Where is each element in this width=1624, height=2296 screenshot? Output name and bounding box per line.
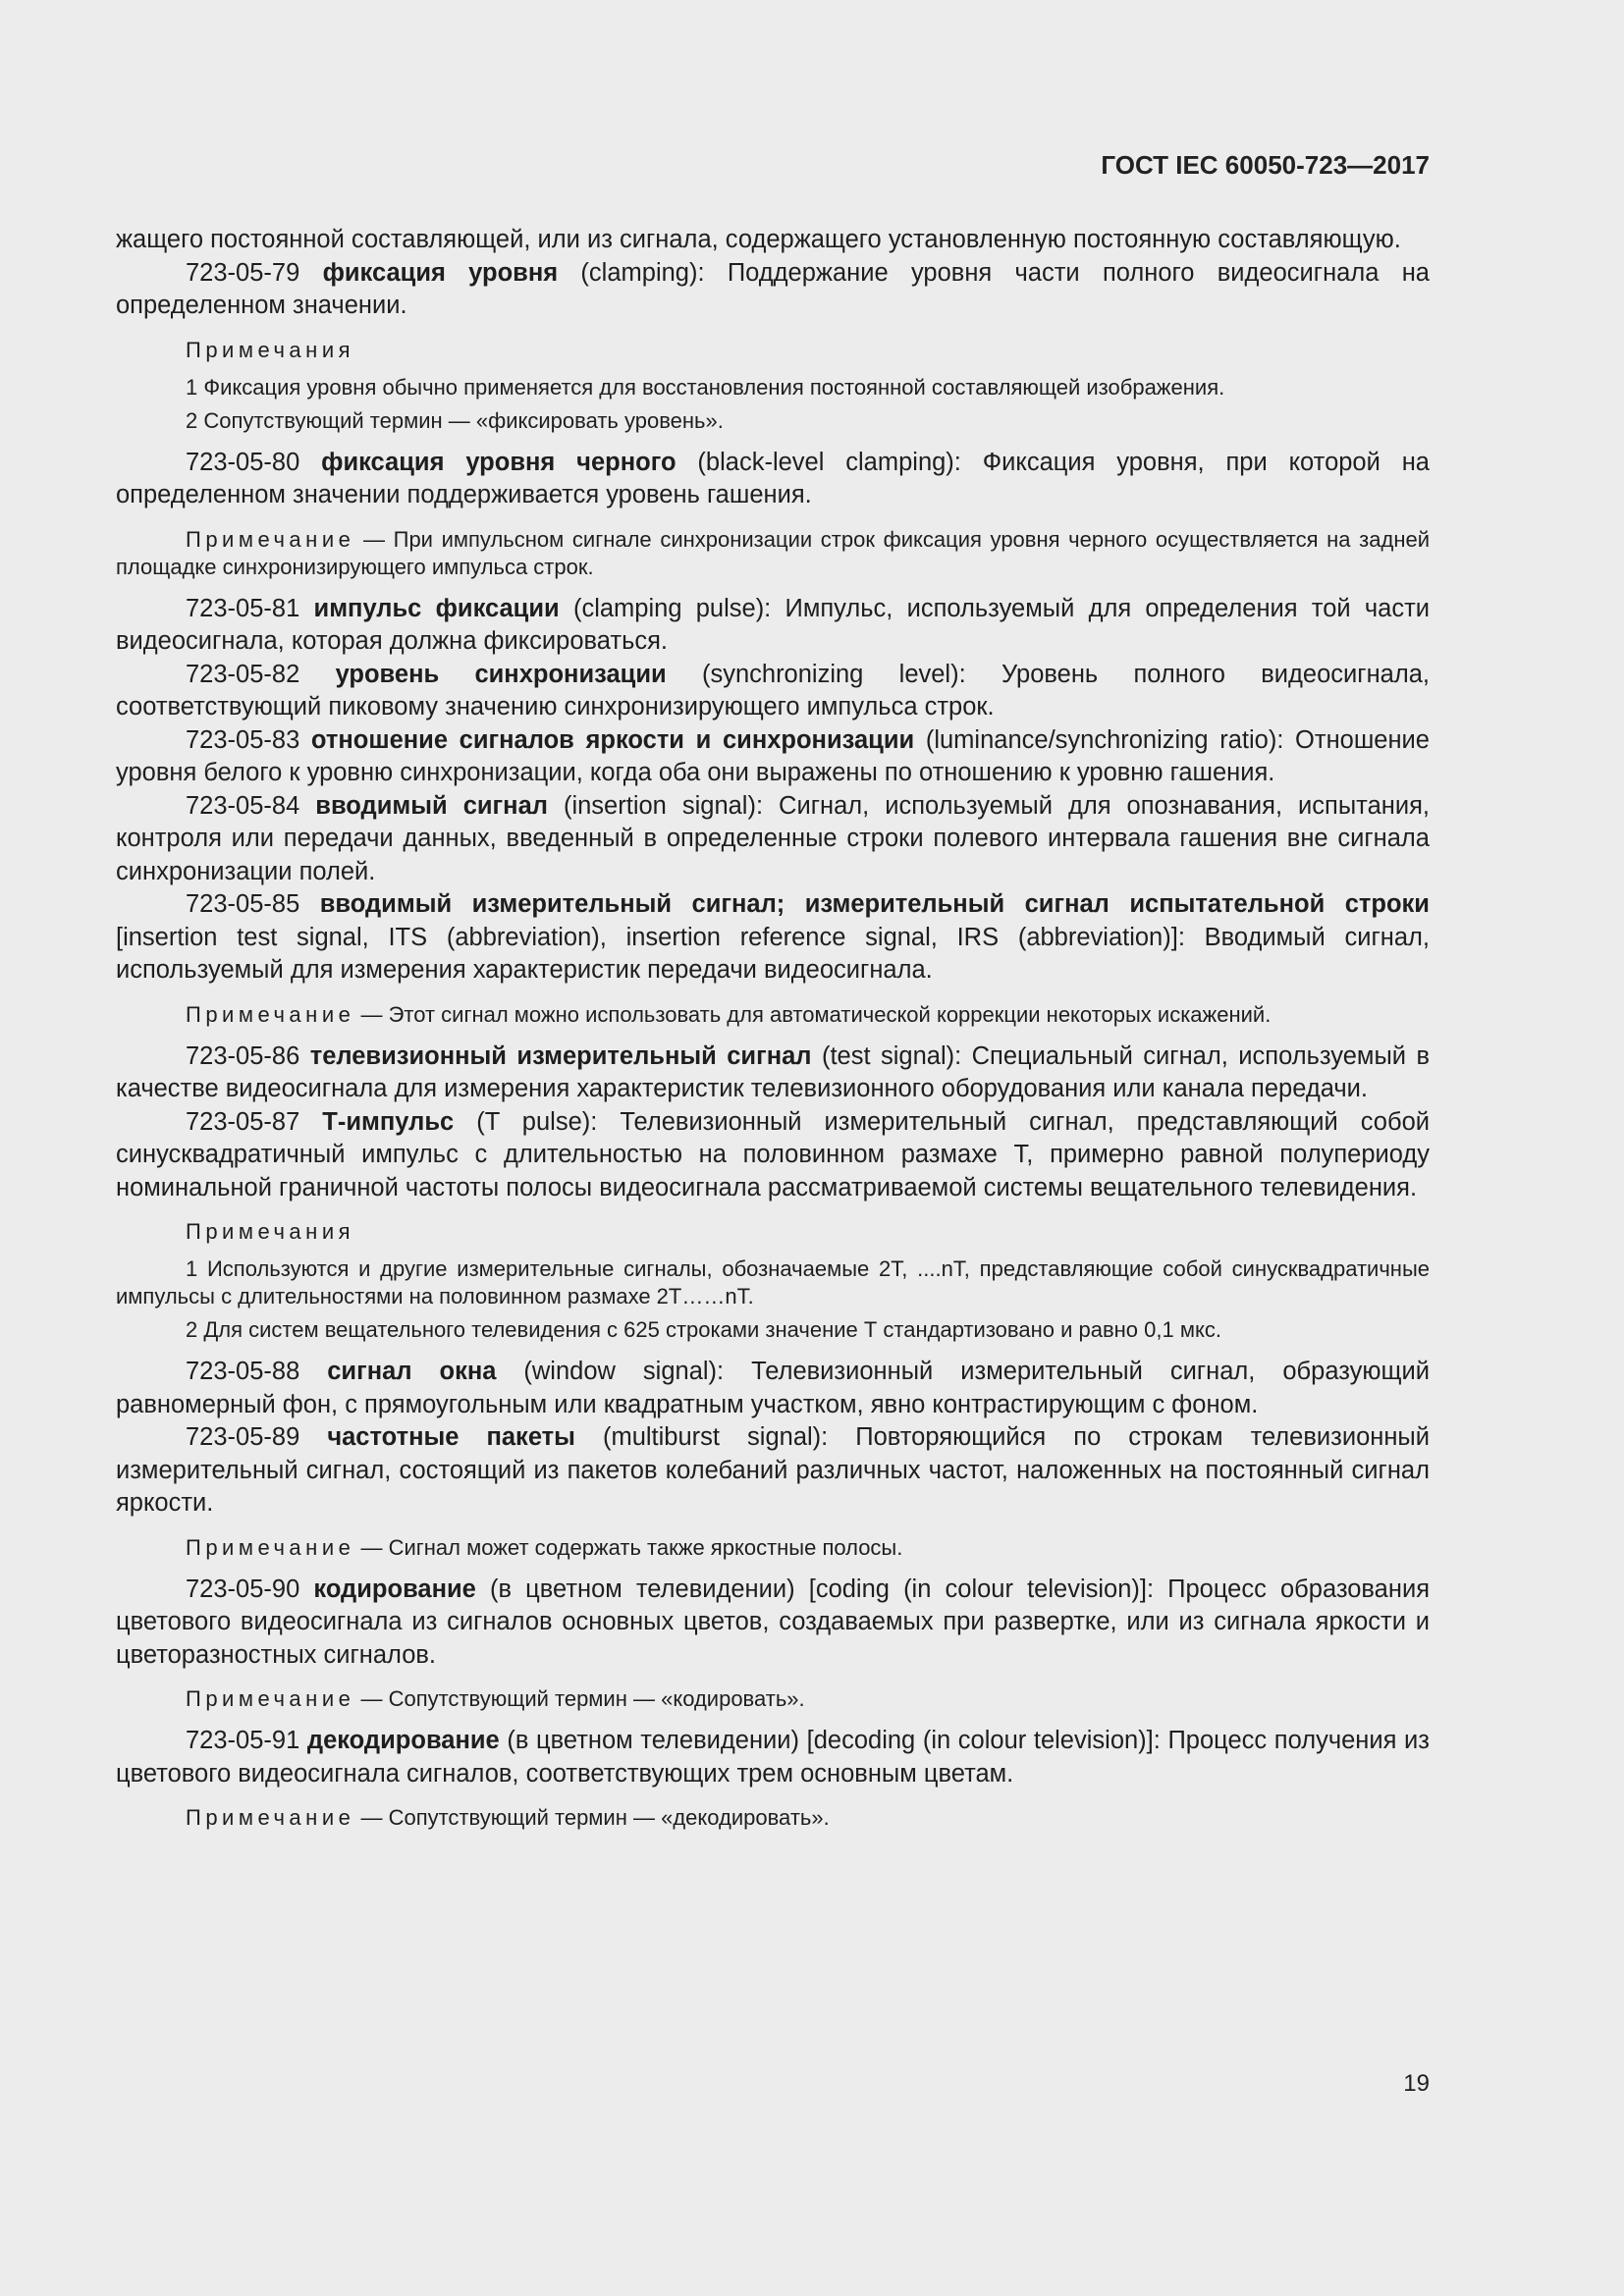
note-item: 1 Фиксация уровня обычно применяется для восстановления постоянной составляющей изображения. [186,374,1225,400]
note-label: Примечание [186,526,355,552]
note-89 [116,1534,1430,1562]
note-text: — При импульсном сигнале синхронизации строк фиксация уровня черного осуществляется на задней площадке синхронизирующего импульса строк. [116,526,1430,579]
continuation-paragraph: жащего постоянной составляющей, или из сигнала, содержащего установленную постоянную составляющую. [116,226,1401,253]
term-definition: (clamping): Поддержание уровня части полного видеосигнала на определенном значении. [116,258,1430,319]
note-90 [116,1685,1430,1713]
note-item: 1 Используются и другие измерительные сигналы, обозначаемые 2T, ....nT, представляющие собой синусквадратичные импульсы с длительностями на половинном размахе 2T……nT. [116,1256,1430,1308]
term-entry-83 [116,724,1430,790]
term-definition: (test signal): Специальный сигнал, используемый в качестве видеосигнала для измерения характеристик телевизионного оборудования или канала передачи. [116,1041,1430,1102]
entry-number: 723-05-85 [186,890,300,918]
term-entry-89 [116,1421,1430,1521]
term-entry-85 [116,888,1430,988]
term-entry-81 [116,593,1430,659]
standard-header: ГОСТ IEC 60050-723—2017 [1101,150,1430,180]
entry-number: 723-05-89 [186,1423,300,1451]
term-entry-90 [116,1574,1430,1673]
term-name: фиксация уровня черного [321,448,677,476]
entry-number: 723-05-88 [186,1358,300,1385]
note-85 [116,1001,1430,1029]
entry-number: 723-05-84 [186,791,300,820]
term-entry-82 [116,659,1430,724]
term-definition: (в цветном телевидении) [decoding (in colour television)]: Процесс получения из цветового видеосигнала сигналов, соответствующих трем основным цветам. [116,1727,1430,1788]
term-name: отношение сигналов яркости и синхронизации [310,725,915,754]
entry-number: 723-05-90 [186,1575,300,1603]
term-definition: (clamping pulse): Импульс, используемый для определения той части видеосигнала, которая должна фиксироваться. [116,594,1431,655]
term-definition: (T pulse): Телевизионный измерительный сигнал, представляющий собой синусквадратичный импульс с длительностью на половинном размахе Т, примерно равной полупериоду номинальной граничной частоты полосы видеосигнала рассматриваемой системы вещательного телевидения. [116,1107,1430,1201]
page-number: 19 [1403,2070,1430,2097]
term-name: телевизионный измерительный сигнал [309,1041,812,1070]
note-item: 2 Для систем вещательного телевидения с 625 строками значение Т стандартизовано и равно 0,1 мкс. [186,1317,1221,1342]
note-label: Примечание [186,1805,355,1830]
entry-number: 723-05-82 [186,660,300,688]
term-definition: (в цветном телевидении) [coding (in colour television)]: Процесс образования цветового видеосигнала из сигналов основных цветов, создаваемых при развертке, или из сигнала яркости и цветоразностных сигналов. [116,1575,1431,1669]
term-entry-86 [116,1041,1430,1106]
term-entry-88 [116,1356,1430,1421]
term-definition: (window signal): Телевизионный измерительный сигнал, образующий равномерный фон, с прямоугольным или квадратным участком, явно контрастирующим с фоном. [116,1358,1430,1418]
term-name: частотные пакеты [327,1423,575,1451]
entry-number: 723-05-81 [186,594,300,622]
term-name: Т-импульс [322,1107,455,1136]
note-label: Примечание [186,1001,355,1027]
term-name: вводимый сигнал [315,791,548,820]
note-label: Примечание [186,1534,355,1560]
term-definition: (multiburst signal): Повторяющийся по строкам телевизионный измерительный сигнал, состоящий из пакетов колебаний различных частот, наложенных на постоянный сигнал яркости. [116,1423,1430,1517]
note-item: 2 Сопутствующий термин — «фиксировать уровень». [186,407,724,433]
term-name: импульс фиксации [313,594,560,622]
entry-number: 723-05-80 [186,448,300,476]
term-name: уровень синхронизации [335,660,667,688]
notes-79 [116,337,1430,435]
note-text: — Сопутствующий термин — «кодировать». [354,1686,805,1711]
notes-87 [116,1218,1430,1344]
term-definition: [insertion test signal, ITS (abbreviation), insertion reference signal, IRS (abbreviation)]: Вводимый сигнал, используемый для измерения характеристик передачи видеосигнала. [116,923,1430,984]
document-body [116,224,1430,1843]
term-name: фиксация уровня [322,258,559,287]
entry-number: 723-05-91 [186,1727,300,1754]
term-name: вводимый измерительный сигнал; измерительный сигнал испытательной строки [319,890,1430,918]
note-text: — Этот сигнал можно использовать для автоматической коррекции некоторых искажений. [354,1001,1272,1027]
term-name: кодирование [313,1575,476,1603]
term-definition: (luminance/synchronizing ratio): Отношение уровня белого к уровню синхронизации, когда оба они выражены по отношению к уровню гашения. [116,725,1430,786]
notes-title: Примечания [186,337,355,362]
term-definition: (synchronizing level): Уровень полного видеосигнала, соответствующий пиковому значению синхронизирующего импульса строк. [116,660,1430,721]
term-entry-84 [116,790,1430,889]
entry-number: 723-05-83 [186,725,300,754]
entry-number: 723-05-86 [186,1041,300,1070]
term-entry-80 [116,447,1430,512]
term-entry-91 [116,1725,1430,1790]
note-text: — Сигнал может содержать также яркостные полосы. [354,1534,903,1560]
entry-number: 723-05-87 [186,1107,300,1136]
note-text: — Сопутствующий термин — «декодировать». [354,1805,830,1830]
note-80 [116,526,1430,581]
term-definition: (insertion signal): Сигнал, используемый для опознавания, испытания, контроля или передачи данных, введенный в определенные строки полевого интервала гашения вне сигнала синхронизации полей. [116,791,1430,885]
entry-number: 723-05-79 [186,258,300,287]
term-name: декодирование [306,1727,500,1754]
term-entry-87 [116,1106,1430,1205]
term-definition: (black-level clamping): Фиксация уровня, при которой на определенном значении поддерживается уровень гашения. [116,448,1430,508]
notes-title: Примечания [186,1219,355,1244]
term-name: сигнал окна [327,1358,497,1385]
note-label: Примечание [186,1686,355,1711]
note-91 [116,1804,1430,1832]
term-entry-79 [116,257,1430,323]
